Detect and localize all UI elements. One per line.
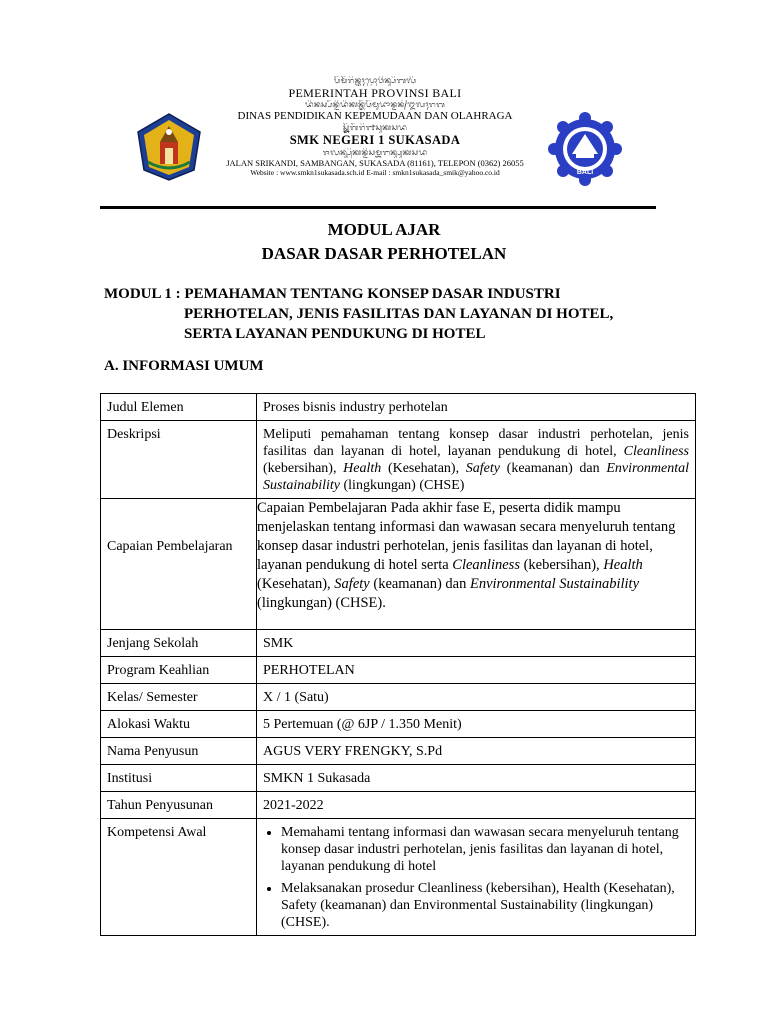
balinese-script-line: ᬚᬮᬦ᭄ᬲ᭄ᬭᬶᬓᬦ᭄ᬤᬶᬲᬫ᭄ᬩᬗᬦ᭄ᬲᬸᬓᬲᬤ	[322, 148, 428, 157]
row-label: Institusi	[101, 765, 257, 792]
competency-list	[263, 824, 689, 931]
balinese-script-line: ᬧᭂᬫᭂᬭᬶᬦ᭄ᬢᬄᬧ᭄ᬭᭀᬯᬶᬦ᭄ᬲᬶᬩᬮᬶ	[333, 76, 417, 85]
document-title: MODUL AJAR	[327, 220, 441, 239]
table-row	[101, 684, 696, 711]
list-item: • Memahami tentang informasi dan wawasan secara menyeluruh tentang konsep dasar industri perhotelan, jenis fasilitas dan layanan di hotel, layanan pendukung di hotel	[281, 824, 689, 875]
school-name: SMK NEGERI 1 SUKASADA	[289, 133, 461, 147]
general-info-table	[100, 393, 696, 936]
table-row	[101, 499, 696, 630]
letterhead	[100, 76, 656, 210]
module-heading-line: MODUL 1 : PEMAHAMAN TENTANG KONSEP DASAR INDUSTRI	[104, 286, 561, 302]
document-subtitle: DASAR DASAR PERHOTELAN	[261, 244, 507, 263]
school-contact: Website : www.smkn1sukasada.sch.id E-mail : smkn1sukasada_smik@yahoo.co.id	[250, 168, 500, 177]
list-item: • Melaksanakan prosedur Cleanliness (kebersihan), Health (Kesehatan), Safety (keamanan) dan Environmental Sustainability (lingkungan) (CHSE).	[281, 880, 689, 931]
text-span: (Kesehatan),	[257, 576, 335, 592]
text-span: Health	[603, 557, 643, 573]
table-row	[101, 765, 696, 792]
table-row	[101, 792, 696, 819]
bali-province-emblem-icon	[134, 112, 204, 182]
text-span: Environmental Sustainability	[263, 461, 689, 493]
text-span: Meliputi pemahaman tentang konsep dasar industri perhotelan, jenis fasilitas dan layanan di hotel, layanan pendukung di hotel,	[263, 427, 689, 459]
row-label: Nama Penyusun	[101, 738, 257, 765]
row-label: Kelas/ Semester	[101, 684, 257, 711]
module-heading-line: SERTA LAYANAN PENDUKUNG DI HOTEL	[184, 326, 486, 342]
text-span: (Kesehatan),	[381, 461, 466, 476]
row-value: AGUS VERY FRENGKY, S.Pd	[257, 738, 696, 765]
module-heading-line: PERHOTELAN, JENIS FASILITAS DAN LAYANAN DI HOTEL,	[184, 306, 614, 322]
row-value	[257, 819, 696, 936]
text-span: Capaian Pembelajaran	[107, 539, 233, 554]
text-span: (lingkungan) (CHSE)	[340, 478, 465, 493]
text-span: Safety	[465, 461, 500, 476]
table-row	[101, 657, 696, 684]
row-value	[257, 499, 696, 630]
row-label: Alokasi Waktu	[101, 711, 257, 738]
row-label: Kompetensi Awal	[101, 819, 257, 936]
balinese-script-line: ᬤᬶᬦᬲ᭄ᬧᭂᬦ᭄ᬤᬶᬤᬶᬓᬦ᭄ᬓᭂᬧᭂᬫᬸᬤᬵᬦ᭄ᬤᬦ᭄ᬑᬮᬄᬭᬕ	[304, 100, 446, 109]
row-label: Judul Elemen	[101, 394, 257, 421]
bali-education-logo-icon	[546, 110, 624, 188]
department-name: DINAS PENDIDIKAN KEPEMUDAAN DAN OLAHRAGA	[237, 110, 513, 122]
text-span: Safety	[334, 576, 370, 592]
text-span: Cleanliness	[623, 444, 689, 459]
row-value: PERHOTELAN	[257, 657, 696, 684]
section-title: A. INFORMASI UMUM	[104, 358, 264, 374]
row-value: SMK	[257, 630, 696, 657]
text-span: Environmental Sustainability	[469, 576, 639, 592]
row-label: Program Keahlian	[101, 657, 257, 684]
table-row	[101, 394, 696, 421]
row-value	[257, 421, 696, 499]
text-span: (kebersihan),	[519, 557, 604, 573]
balinese-script-line: ᬲ᭄ᬫ᭄ᬓ᭄ᬦᭂᬕᭂᬭᬶ᭑ᬲᬸᬓᬲᬤ	[342, 123, 408, 132]
module-heading	[104, 284, 613, 344]
government-name: PEMERINTAH PROVINSI BALI	[288, 86, 462, 100]
row-value: 2021-2022	[257, 792, 696, 819]
row-value: SMKN 1 Sukasada	[257, 765, 696, 792]
logo-caption: BALI	[576, 169, 594, 176]
letterhead-divider	[100, 206, 656, 209]
text-span: Health	[343, 461, 382, 476]
table-row	[101, 630, 696, 657]
text-span: (keamanan) dan	[499, 461, 607, 476]
table-row	[101, 421, 696, 499]
row-label: Jenjang Sekolah	[101, 630, 257, 657]
text-span: (keamanan) dan	[369, 576, 470, 592]
table-row	[101, 819, 696, 936]
text-span: (lingkungan) (CHSE).	[257, 595, 386, 611]
text-span: Cleanliness	[452, 557, 520, 573]
school-address: JALAN SRIKANDI, SAMBANGAN, SUKASADA (81161), TELEPON (0362) 26055	[226, 158, 524, 168]
row-label	[101, 499, 257, 630]
table-row	[101, 738, 696, 765]
text-span: (kebersihan),	[263, 461, 344, 476]
table-row	[101, 711, 696, 738]
text-span: Capaian Pembelajaran Pada akhir fase E, peserta didik mampu menjelaskan tentang informasi dan wawasan secara menyeluruh tentang konsep dasar industri perhotelan, jenis fasilitas dan layanan di hotel, layanan pendukung di hotel serta	[257, 500, 676, 573]
row-value: 5 Pertemuan (@ 6JP / 1.350 Menit)	[257, 711, 696, 738]
row-value: X / 1 (Satu)	[257, 684, 696, 711]
row-label: Deskripsi	[101, 421, 257, 499]
row-value: Proses bisnis industry perhotelan	[257, 394, 696, 421]
row-label: Tahun Penyusunan	[101, 792, 257, 819]
